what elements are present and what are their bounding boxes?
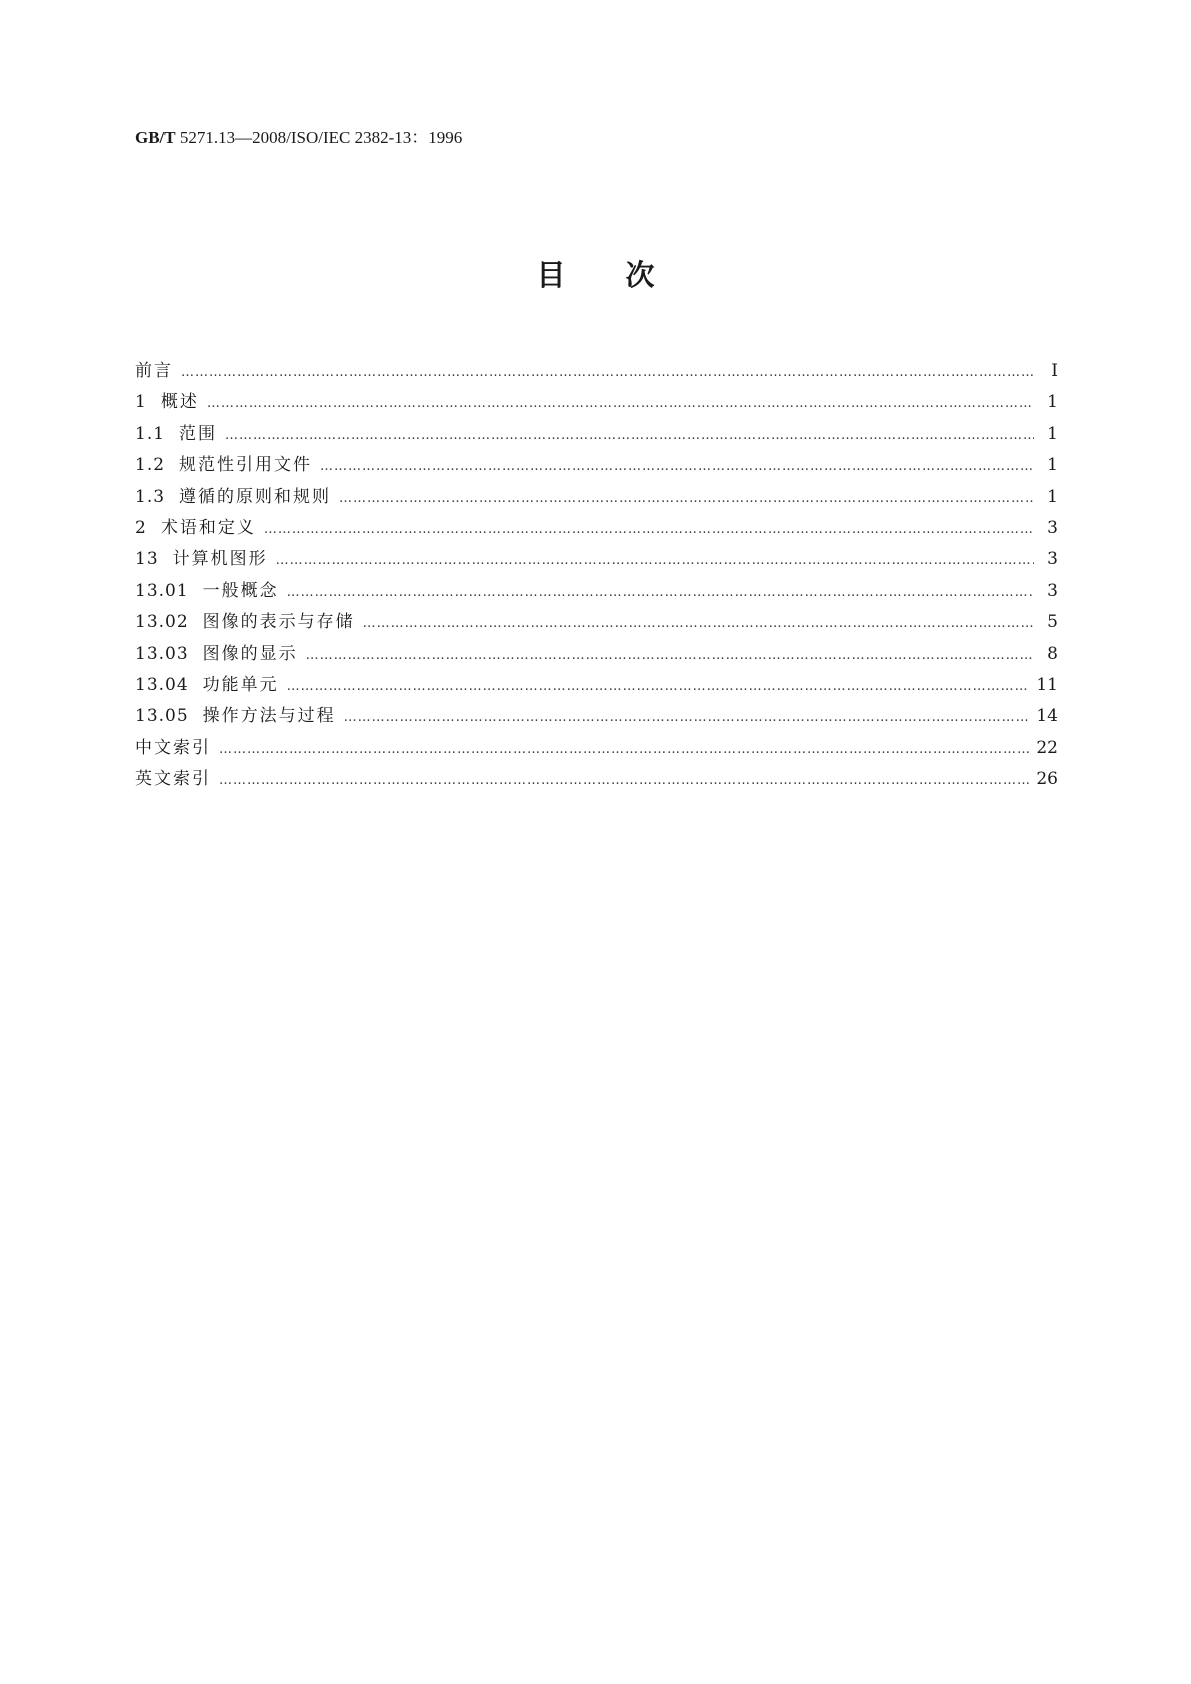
toc-entry-number: 1.2	[135, 455, 166, 476]
toc-entry-label: 功能单元	[202, 674, 279, 695]
toc-entry-page: 5	[1047, 612, 1058, 633]
toc-dot-leader	[339, 488, 1034, 510]
toc-dot-leader	[181, 362, 1034, 384]
standard-prefix: GB/T	[135, 128, 176, 147]
toc-entry-page: Ⅰ	[1051, 361, 1058, 381]
toc-dot-leader	[287, 676, 1031, 698]
toc-entry-label: 一般概念	[202, 580, 279, 601]
toc-title: 目次	[536, 258, 715, 292]
toc-entry-number: 13.02	[135, 612, 189, 633]
toc-entry-page: 11	[1036, 674, 1058, 695]
toc-entry-page: 14	[1036, 706, 1058, 727]
toc-dot-leader	[264, 519, 1034, 541]
toc-entry-page: 8	[1047, 643, 1058, 664]
toc-entry[interactable]	[135, 360, 1058, 391]
toc-dot-leader	[276, 550, 1034, 572]
toc-dot-leader	[363, 613, 1034, 635]
toc-entry-page: 3	[1047, 549, 1058, 570]
toc-entry-label: 图像的显示	[202, 643, 298, 664]
toc-entry-label: 英文索引	[135, 769, 211, 790]
toc-entry-label: 前言	[135, 361, 173, 381]
toc-entry-label: 计算机图形	[172, 549, 268, 570]
standard-number: 5271.13—2008/ISO/IEC 2382-13：1996	[179, 128, 463, 147]
toc-entry-page: 1	[1047, 455, 1058, 476]
toc-entry-page: 1	[1047, 392, 1058, 413]
toc-dot-leader	[207, 393, 1034, 415]
toc-entry[interactable]	[135, 674, 1058, 705]
toc-entry-number: 2	[135, 517, 147, 538]
toc-entry[interactable]	[135, 454, 1058, 485]
toc-entry-number: 13.04	[135, 674, 189, 695]
toc-entry-label: 操作方法与过程	[202, 706, 336, 727]
toc-dot-leader	[219, 739, 1030, 761]
toc-entry[interactable]	[135, 580, 1058, 611]
toc-entry-page: 22	[1036, 737, 1058, 758]
toc-entry[interactable]	[135, 486, 1058, 517]
toc-entry[interactable]	[135, 705, 1058, 736]
toc-entry-number: 1.3	[135, 486, 166, 507]
toc-entry[interactable]	[135, 423, 1058, 454]
toc-dot-leader	[225, 425, 1034, 447]
toc-entry-label: 概述	[160, 392, 199, 413]
toc-entry-page: 3	[1047, 517, 1058, 538]
toc-entry-label: 规范性引用文件	[179, 455, 313, 476]
toc-entry[interactable]	[135, 768, 1058, 799]
toc-entry-number: 1.1	[135, 423, 166, 444]
toc-entry[interactable]	[135, 737, 1058, 768]
toc-entry-number: 13.03	[135, 643, 189, 664]
toc-entry-number: 1	[135, 392, 147, 413]
toc-entry-number: 13	[135, 549, 159, 570]
toc-entry-label: 术语和定义	[160, 517, 256, 538]
toc-entry-page: 26	[1036, 769, 1058, 790]
toc-entry[interactable]	[135, 548, 1058, 579]
toc-entry-page: 3	[1047, 580, 1058, 601]
toc-entry-label: 遵循的原则和规则	[179, 486, 332, 507]
toc-entry-label: 范围	[179, 423, 218, 444]
toc-dot-leader	[344, 707, 1031, 729]
standard-code-header	[135, 128, 462, 148]
table-of-contents	[135, 360, 1058, 799]
toc-entry-page: 1	[1047, 423, 1058, 444]
toc-dot-leader	[219, 770, 1030, 792]
toc-dot-leader	[306, 645, 1034, 667]
toc-entry-number: 13.01	[135, 580, 189, 601]
toc-entry-number: 13.05	[135, 706, 189, 727]
toc-entry-label: 图像的表示与存储	[202, 612, 355, 633]
toc-dot-leader	[287, 582, 1034, 604]
toc-entry[interactable]	[135, 391, 1058, 422]
toc-dot-leader	[320, 456, 1034, 478]
toc-entry-label: 中文索引	[135, 737, 211, 758]
toc-entry[interactable]	[135, 611, 1058, 642]
toc-entry[interactable]	[135, 517, 1058, 548]
toc-entry[interactable]	[135, 643, 1058, 674]
toc-entry-page: 1	[1047, 486, 1058, 507]
